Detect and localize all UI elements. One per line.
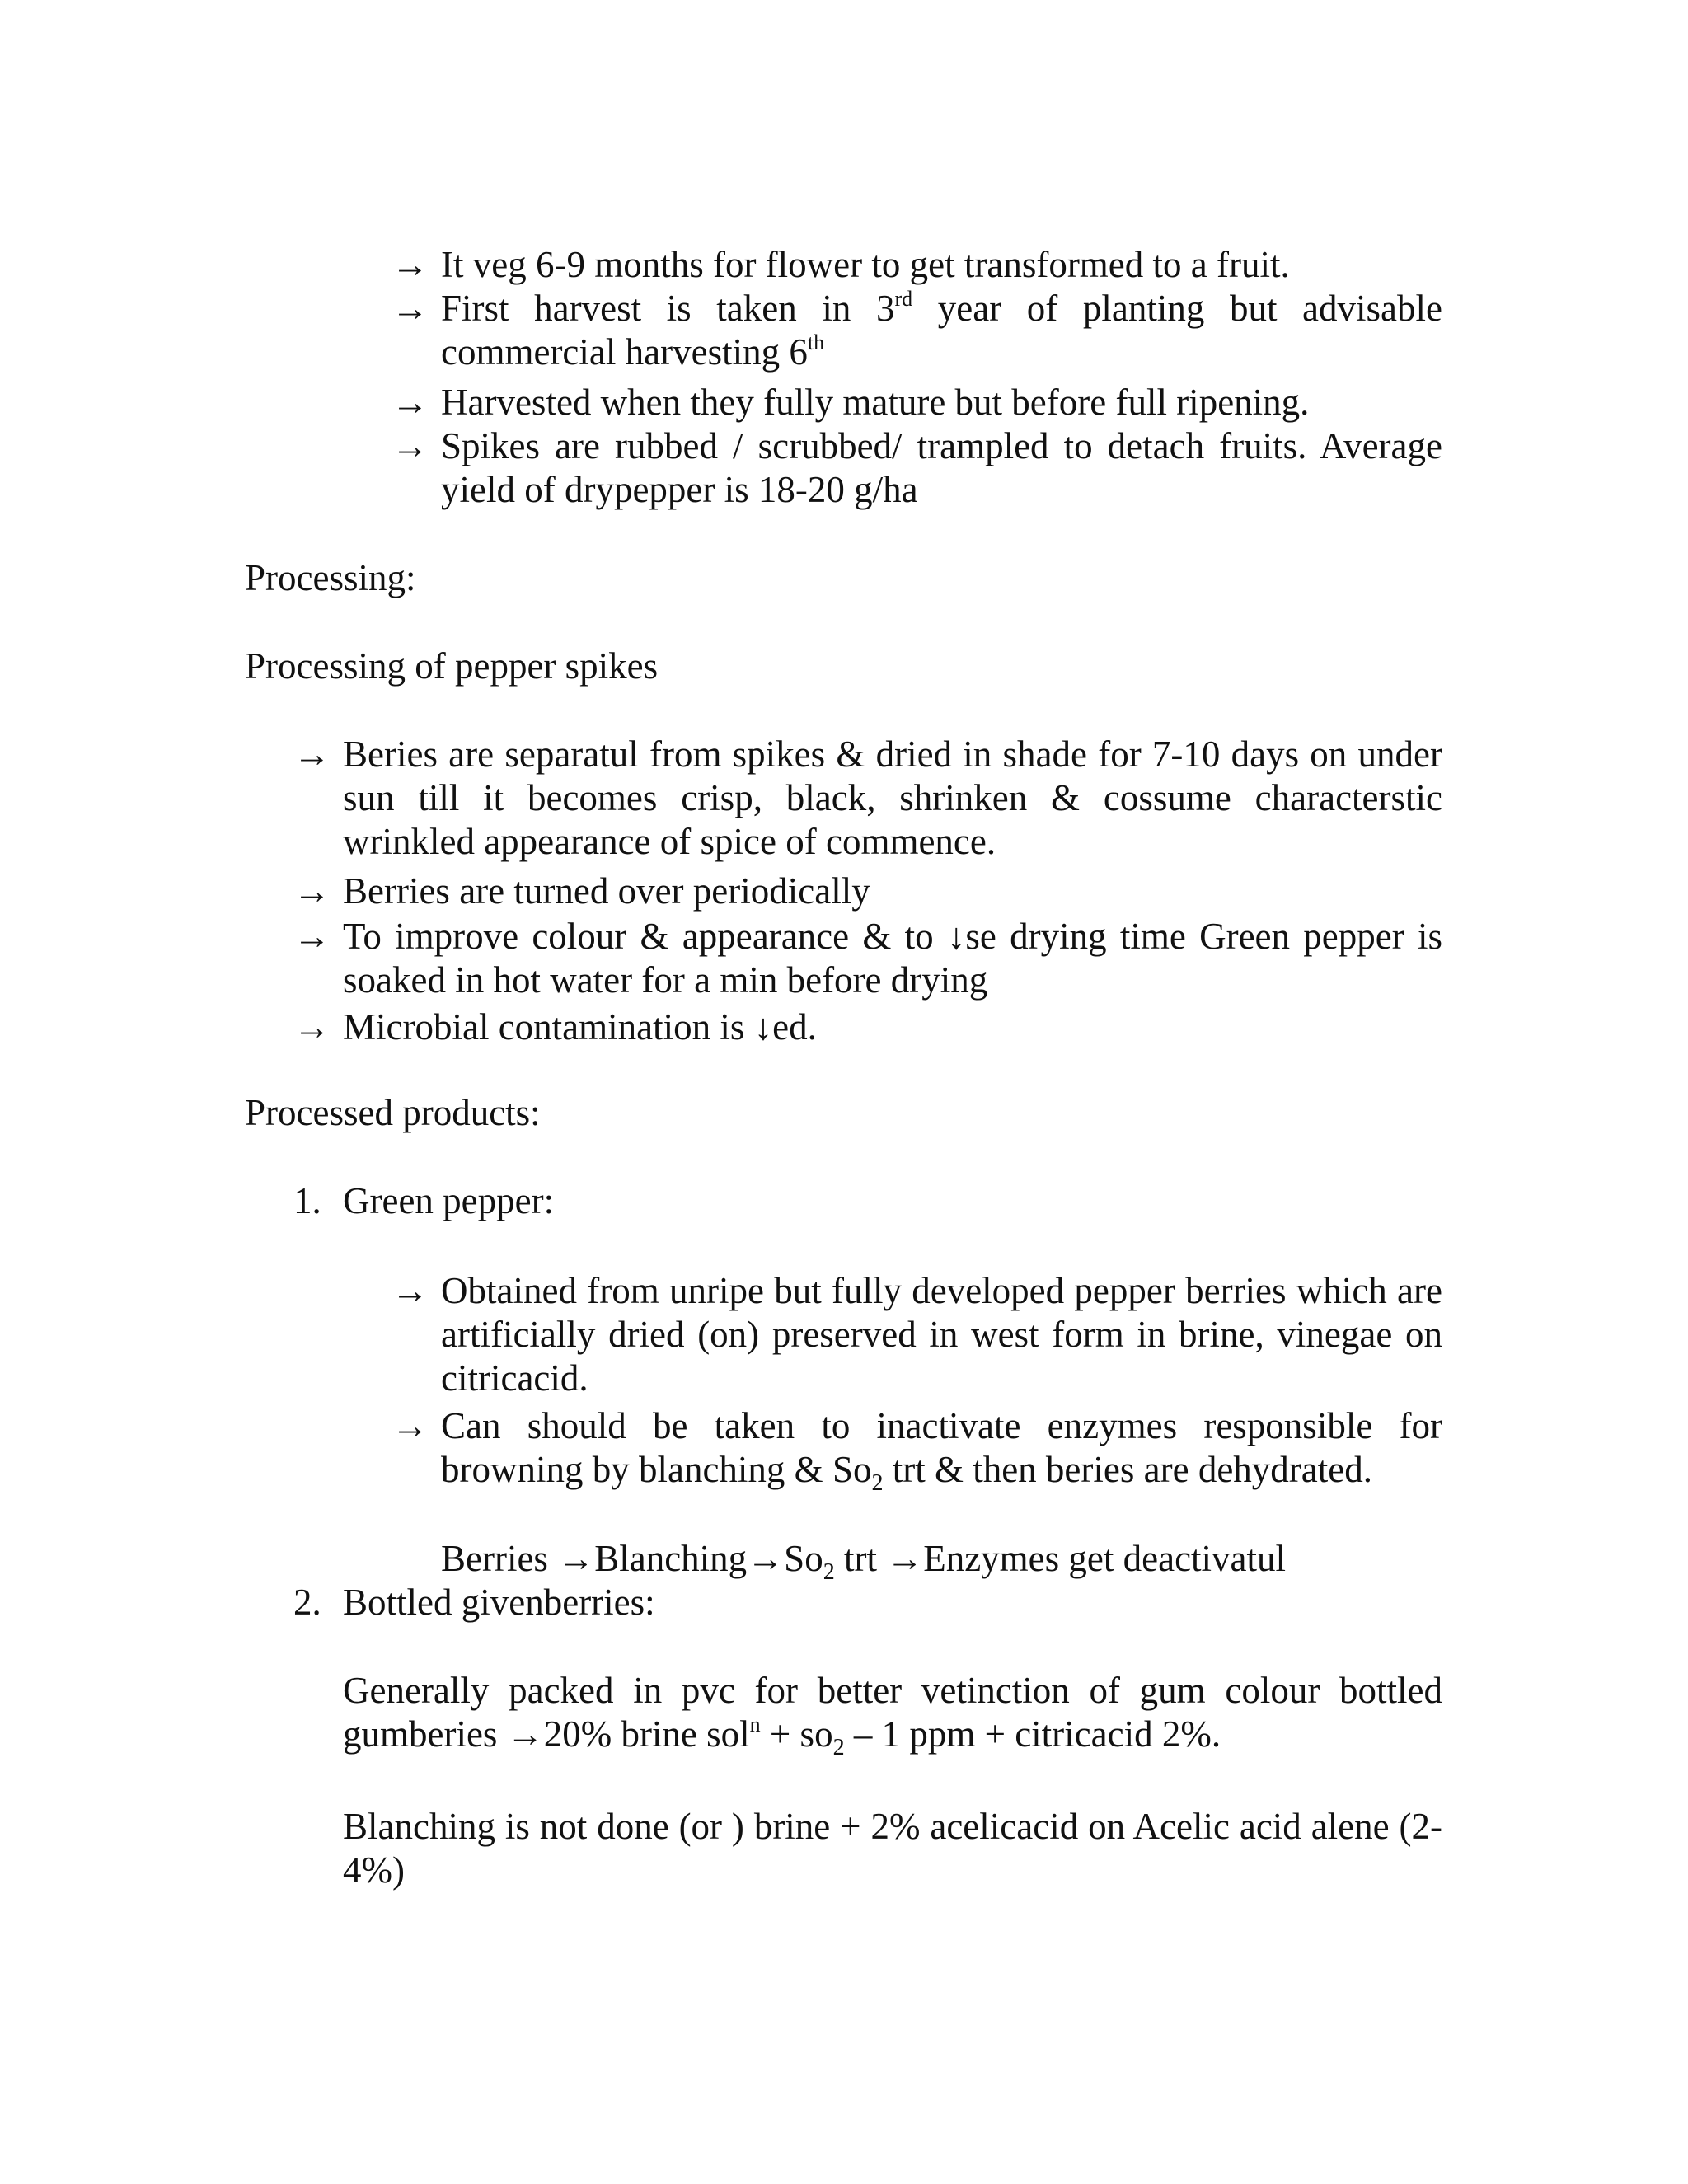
bullet-text: Obtained from unripe but fully developed pepper berries which are artificially dried (on) preserved in west form in brine, vinegae on citricacid. [441,1270,1442,1399]
processing-bullet-3 [293,915,1442,1002]
bullet-text: Berries are turned over periodically [343,870,870,912]
products-heading: Processed products: [245,1092,541,1133]
bullet-text: Beries are separatul from spikes & dried in shade for 7-10 days on under sun till it becomes crisp, black, shrinken & cossume characterstic wrinkled appearance of spice of commence. [343,733,1442,862]
arrow-right-icon: → [747,1538,785,1579]
bullet-text: Can should be taken to inactivate enzymes responsible for browning by blanching & $So_2$ trt & then beries are dehydrated. [441,1405,1442,1496]
processing-bullet-2 [293,869,1442,913]
harvest-bullet-3 [392,381,1442,424]
arrow-right-icon: → [392,382,429,423]
arrow-right-icon: → [506,1713,544,1755]
arrow-down-icon: ↓ [946,916,966,957]
bullet-text: Microbial contamination is ↓ed. [343,1006,817,1047]
bullet-text: It veg 6-9 months for flower to get transformed to a fruit. [441,244,1290,285]
product-label: Green pepper: [343,1180,555,1221]
green-pepper-bullet-2 [392,1404,1442,1496]
processing-bullet-4 [293,1005,1442,1049]
arrow-right-icon: → [557,1538,595,1579]
bullet-text: Harvested when they fully mature but before full ripening. [441,382,1310,423]
arrow-right-icon: → [392,1270,429,1311]
arrow-right-icon: → [293,1006,331,1047]
arrow-right-icon: → [293,733,331,775]
processing-subheading: Processing of pepper spikes [245,645,659,687]
harvest-bullet-2 [392,287,1442,374]
arrow-right-icon: → [392,425,429,466]
green-pepper-bullet-1 [392,1269,1442,1400]
harvest-bullet-1 [392,243,1442,287]
bottled-paragraph-2: Blanching is not done (or ) brine + 2% acelicacid on Acelic acid alene (2-4%) [343,1806,1442,1891]
arrow-right-icon: → [392,288,429,329]
arrow-right-icon: → [886,1538,924,1579]
list-number: 1. [293,1180,321,1221]
bullet-text: First harvest is taken in 3rd year of planting but advisable commercial harvesting 6th [441,287,1442,373]
arrow-right-icon: → [293,870,331,912]
processing-heading: Processing: [245,557,416,598]
harvest-bullet-4 [392,424,1442,512]
bullet-text: To improve colour & appearance & to ↓se drying time Green pepper is soaked in hot water for a min before drying [343,916,1442,1001]
arrow-down-icon: ↓ [753,1006,773,1047]
processing-bullet-1 [293,733,1442,864]
process-flow: Berries $\to Blanching\to So_2$ trt →Enzymes get deactivatul [441,1538,1287,1585]
arrow-right-icon: → [392,244,429,285]
product-item-2 [293,1581,1442,1624]
arrow-right-icon: → [392,1405,429,1446]
list-number: 2. [293,1582,321,1623]
bottled-paragraph-1: Generally packed in pvc for better vetinction of gum colour bottled gumberies →20% brine $sol^n + so_2 - 1$ ppm + citricacid 2%. [343,1670,1442,1760]
product-label: Bottled givenberries: [343,1582,655,1623]
product-item-1 [293,1179,1442,1223]
bullet-text: Spikes are rubbed / scrubbed/ trampled to detach fruits. Average yield of drypepper is 18-20 g/ha [441,425,1442,510]
arrow-right-icon: → [293,916,331,957]
